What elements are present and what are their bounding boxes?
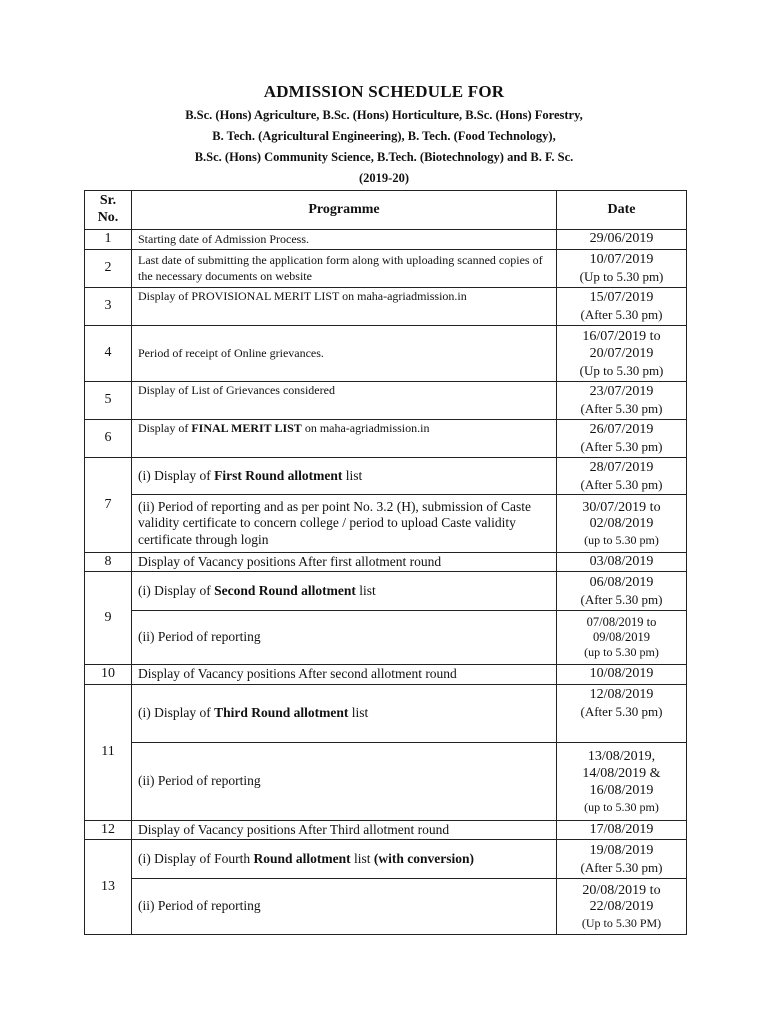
- table-row: [85, 288, 687, 326]
- sr-no: 6: [85, 420, 132, 458]
- date-cell: 19/08/2019 (After 5.30 pm): [557, 840, 687, 879]
- sr-no: 11: [85, 685, 132, 821]
- table-row: [85, 743, 687, 821]
- date-cell: 12/08/2019 (After 5.30 pm): [557, 685, 687, 743]
- sr-no: 8: [85, 553, 132, 572]
- sr-no: 9: [85, 572, 132, 665]
- programme-cell: (ii) Period of reporting: [132, 879, 557, 935]
- table-row: [85, 553, 687, 572]
- date-cell: 06/08/2019 (After 5.30 pm): [557, 572, 687, 611]
- col-header-date: Date: [557, 191, 687, 230]
- academic-year: (2019-20): [359, 171, 409, 185]
- date-cell: 20/08/2019 to 22/08/2019 (Up to 5.30 PM): [557, 879, 687, 935]
- programme-cell: Period of receipt of Online grievances.: [132, 326, 557, 382]
- programme-cell: Display of Vacancy positions After Third allotment round: [132, 821, 557, 840]
- table-row: [85, 458, 687, 495]
- table-row: [85, 382, 687, 420]
- document-title: ADMISSION SCHEDULE FOR: [263, 82, 505, 101]
- table-row: [85, 420, 687, 458]
- col-header-sr-no: Sr. No.: [85, 191, 132, 230]
- programmes-line-2: B. Tech. (Agricultural Engineering), B. Tech. (Food Technology),: [212, 129, 556, 143]
- date-cell: 17/08/2019: [557, 821, 687, 840]
- programme-cell: Last date of submitting the application form along with uploading scanned copies of the necessary documents on website: [132, 250, 557, 288]
- sr-no: 10: [85, 665, 132, 685]
- programme-cell: (i) Display of First Round allotment list: [132, 458, 557, 495]
- programme-cell: (i) Display of Third Round allotment list: [132, 685, 557, 743]
- sr-no: 3: [85, 288, 132, 326]
- programme-cell: (ii) Period of reporting: [132, 743, 557, 821]
- table-row: [85, 250, 687, 288]
- sr-no: 12: [85, 821, 132, 840]
- date-cell: 23/07/2019 (After 5.30 pm): [557, 382, 687, 420]
- programmes-line-1: B.Sc. (Hons) Agriculture, B.Sc. (Hons) Horticulture, B.Sc. (Hons) Forestry,: [185, 108, 583, 122]
- programme-cell: (ii) Period of reporting: [132, 611, 557, 665]
- table-row: [85, 495, 687, 553]
- date-cell: 10/07/2019 (Up to 5.30 pm): [557, 250, 687, 288]
- date-cell: 13/08/2019, 14/08/2019 & 16/08/2019 (up to 5.30 pm): [557, 743, 687, 821]
- table-row: [85, 821, 687, 840]
- table-row: [85, 230, 687, 250]
- table-row: [85, 665, 687, 685]
- programme-cell: (ii) Period of reporting and as per point No. 3.2 (H), submission of Caste validity certificate to concern college / period to upload Caste validity certificate through login: [132, 495, 557, 553]
- programme-cell: Display of Vacancy positions After first allotment round: [132, 553, 557, 572]
- programme-cell: (i) Display of Second Round allotment list: [132, 572, 557, 611]
- table-row: [85, 611, 687, 665]
- sr-no: 4: [85, 326, 132, 382]
- table-row: [85, 840, 687, 879]
- programme-cell: Display of Vacancy positions After second allotment round: [132, 665, 557, 685]
- sr-no: 2: [85, 250, 132, 288]
- date-cell: 16/07/2019 to 20/07/2019 (Up to 5.30 pm): [557, 326, 687, 382]
- date-cell: 30/07/2019 to 02/08/2019 (up to 5.30 pm): [557, 495, 687, 553]
- date-cell: 26/07/2019 (After 5.30 pm): [557, 420, 687, 458]
- sr-no: 1: [85, 230, 132, 250]
- table-row: [85, 685, 687, 743]
- programme-cell: Display of List of Grievances considered: [132, 382, 557, 420]
- date-cell: 28/07/2019 (After 5.30 pm): [557, 458, 687, 495]
- sr-no: 13: [85, 840, 132, 935]
- table-row: [85, 326, 687, 382]
- programme-cell: Display of FINAL MERIT LIST on maha-agriadmission.in: [132, 420, 557, 458]
- date-cell: 03/08/2019: [557, 553, 687, 572]
- programme-cell: Display of PROVISIONAL MERIT LIST on maha-agriadmission.in: [132, 288, 557, 326]
- table-row: [85, 572, 687, 611]
- date-cell: 10/08/2019: [557, 665, 687, 685]
- programme-cell: Starting date of Admission Process.: [132, 230, 557, 250]
- schedule-table: [84, 190, 687, 935]
- col-header-programme: Programme: [132, 191, 557, 230]
- table-header-row: [85, 191, 687, 230]
- sr-no: 7: [85, 458, 132, 553]
- date-cell: 15/07/2019 (After 5.30 pm): [557, 288, 687, 326]
- date-cell: 07/08/2019 to 09/08/2019 (up to 5.30 pm): [557, 611, 687, 665]
- programme-cell: (i) Display of Fourth Round allotment list (with conversion): [132, 840, 557, 879]
- sr-no: 5: [85, 382, 132, 420]
- date-cell: 29/06/2019: [557, 230, 687, 250]
- programmes-line-3: B.Sc. (Hons) Community Science, B.Tech. (Biotechnology) and B. F. Sc.: [194, 150, 574, 164]
- table-row: [85, 879, 687, 935]
